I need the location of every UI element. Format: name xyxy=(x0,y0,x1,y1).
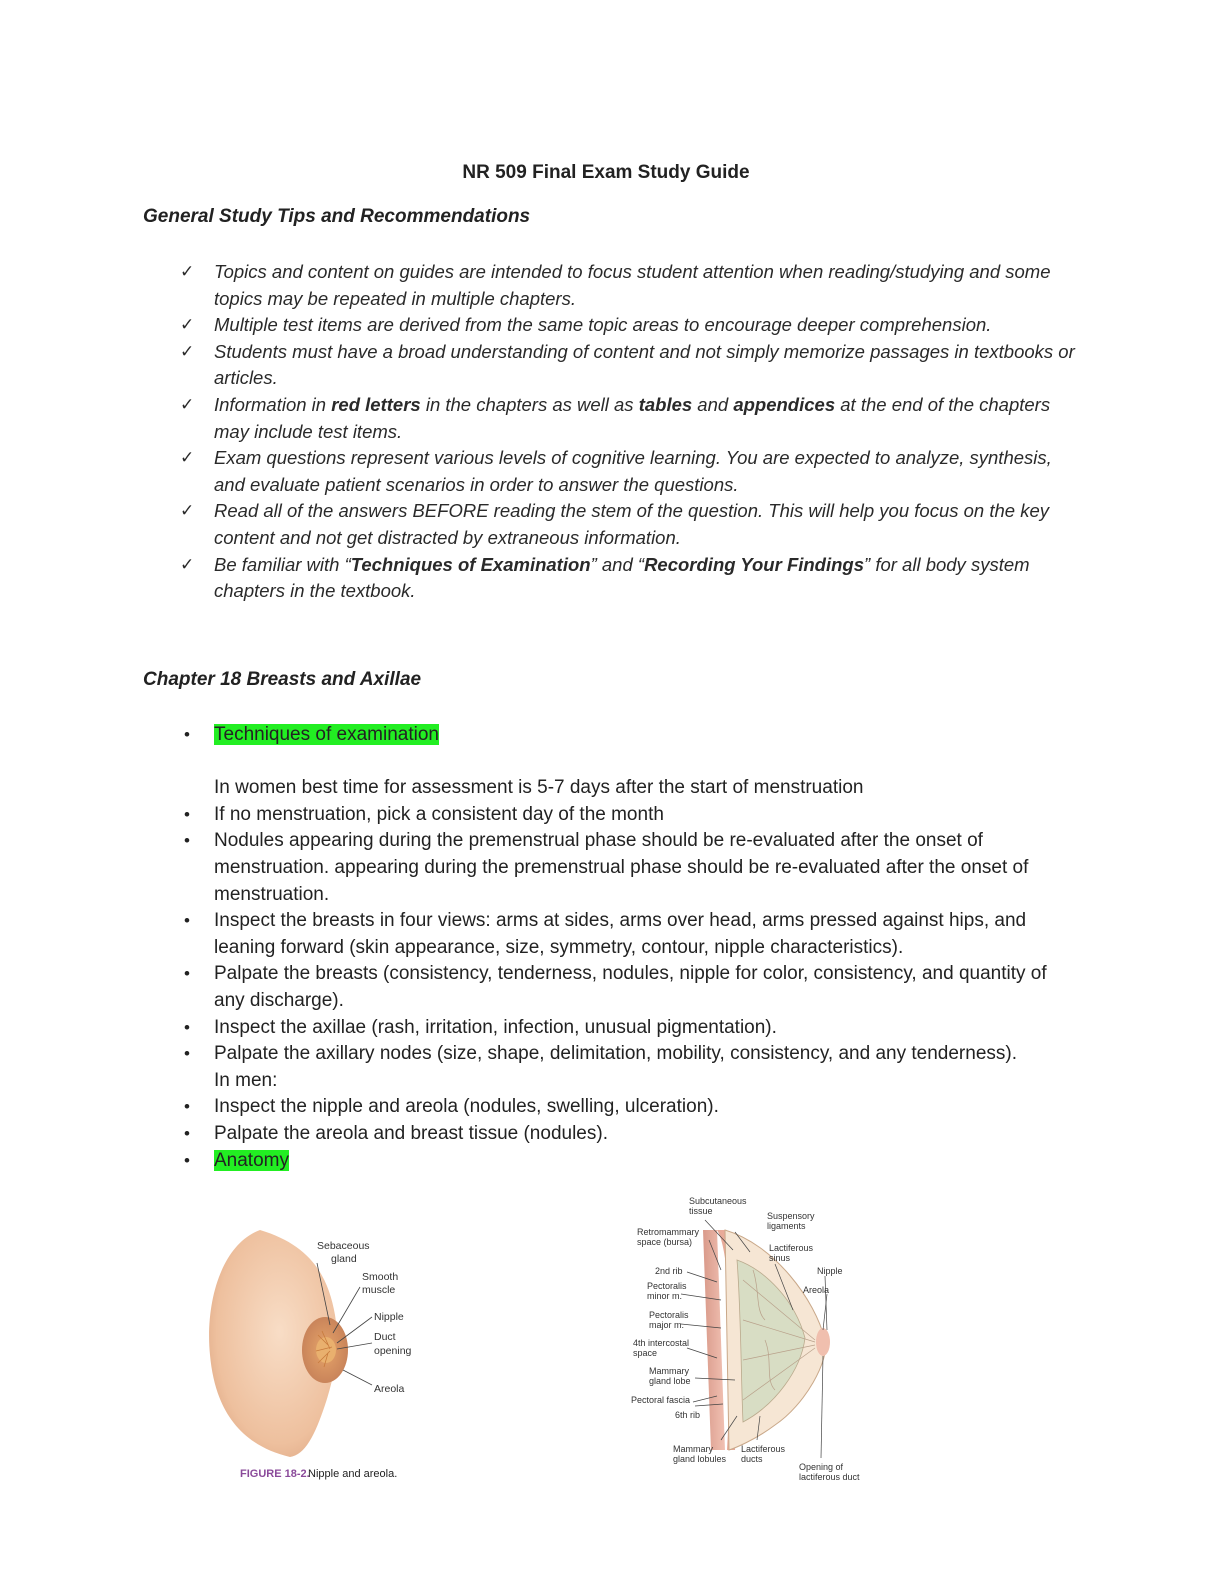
label-subcutaneous: Subcutaneous xyxy=(689,1196,747,1206)
bullet-icon: • xyxy=(184,725,190,744)
figure-caption-text: Nipple and areola. xyxy=(308,1468,398,1480)
list-item: • Inspect the axillae (rash, irritation, infection, unusual pigmentation). xyxy=(180,1015,1080,1042)
chapter-heading: Chapter 18 Breasts and Axillae xyxy=(143,669,422,690)
chapter-list xyxy=(180,722,1080,1174)
figure-nipple-areola xyxy=(200,1225,440,1485)
list-item: ✓ Be familiar with “Techniques of Examination” and “Recording Your Findings” for all body system chapters in the textbook. xyxy=(180,553,1030,602)
areola-shape xyxy=(816,1328,830,1356)
checkmark-icon: ✓ xyxy=(180,315,195,335)
bullet-icon: • xyxy=(184,804,190,824)
label-gland: gland xyxy=(331,1253,357,1265)
label-opening: opening xyxy=(374,1345,412,1357)
list-item: • Palpate the areola and breast tissue (nodules). xyxy=(180,1121,1080,1148)
label-lactiferous-ducts-1: Lactiferous xyxy=(741,1444,786,1454)
label-mammary-lobules-2: gland lobules xyxy=(673,1454,727,1464)
label-nipple: Nipple xyxy=(374,1311,404,1323)
label-2nd-rib: 2nd rib xyxy=(655,1266,683,1276)
label-pectoral-fascia: Pectoral fascia xyxy=(631,1395,691,1405)
label-duct: Duct xyxy=(374,1331,396,1343)
list-item: ✓ Information in red letters in the chapters as well as tables and appendices at the end of the chapters may include test items. xyxy=(180,393,1051,442)
label-lactiferous-sinus-2: sinus xyxy=(769,1253,791,1263)
label-ligaments: ligaments xyxy=(767,1221,806,1231)
list-item: • Palpate the axillary nodes (size, shape, delimitation, mobility, consistency, and any tenderness). xyxy=(180,1041,1080,1068)
label-sebaceous: Sebaceous xyxy=(317,1240,370,1252)
label-lactiferous-duct: lactiferous duct xyxy=(799,1472,860,1482)
women-intro: In women best time for assessment is 5-7 days after the start of menstruation xyxy=(214,777,864,799)
bullet-icon: • xyxy=(184,911,190,931)
label-6th-rib: 6th rib xyxy=(675,1410,701,1420)
label-pectoralis-minor-2: minor m. xyxy=(647,1291,683,1301)
list-item: • If no menstruation, pick a consistent day of the month xyxy=(180,802,1080,829)
label-space-bursa: space (bursa) xyxy=(637,1237,693,1247)
techniques-item xyxy=(180,722,1080,749)
list-item: • Nodules appearing during the premenstrual phase should be re-evaluated after the onset of menstruation. appearing during the premenstrual phase should be re-evaluated after the onset of menstruation. xyxy=(184,830,1029,905)
checkmark-icon: ✓ xyxy=(180,341,195,361)
label-tissue: tissue xyxy=(689,1206,713,1216)
men-intro: In men: xyxy=(214,1069,278,1091)
list-item: ✓ Read all of the answers BEFORE reading the stem of the question. This will help you focus on the key content and not get distracted by extraneous information. xyxy=(180,500,1049,548)
label-opening-of: Opening of xyxy=(799,1462,844,1472)
chest-wall xyxy=(703,1230,725,1450)
figure-caption-number: FIGURE 18-2. xyxy=(240,1468,310,1480)
figure-breast-cross-section xyxy=(625,1190,885,1490)
bullet-icon: • xyxy=(184,1044,190,1064)
label-nipple: Nipple xyxy=(817,1266,843,1276)
list-item: ✓ Multiple test items are derived from the same topic areas to encourage deeper comprehension. xyxy=(180,312,1080,339)
label-smooth: Smooth xyxy=(362,1271,399,1283)
bullet-icon: • xyxy=(184,1150,190,1170)
list-item: • Inspect the nipple and areola (nodules, swelling, ulceration). xyxy=(180,1094,1080,1121)
label-mammary-lobe-1: Mammary xyxy=(649,1366,689,1376)
label-pectoralis-minor-1: Pectoralis xyxy=(647,1281,687,1291)
label-space: space xyxy=(633,1348,658,1358)
checkmark-icon: ✓ xyxy=(180,394,195,414)
list-item: ✓ Topics and content on guides are intended to focus student attention when reading/studying and some topics may be repeated in multiple chapters. xyxy=(180,261,1051,309)
label-suspensory: Suspensory xyxy=(767,1211,815,1221)
tips-list xyxy=(180,259,1080,605)
anatomy-label: Anatomy xyxy=(214,1149,289,1171)
page-title: NR 509 Final Exam Study Guide xyxy=(462,162,750,183)
bullet-icon: • xyxy=(184,1017,190,1037)
bullet-icon: • xyxy=(184,1123,190,1143)
bullet-icon: • xyxy=(184,1097,190,1117)
checkmark-icon: ✓ xyxy=(180,501,195,521)
label-areola: Areola xyxy=(374,1383,405,1395)
checkmark-icon: ✓ xyxy=(180,262,195,281)
label-areola: Areola xyxy=(803,1285,830,1295)
checkmark-icon: ✓ xyxy=(180,448,195,468)
general-heading: General Study Tips and Recommendations xyxy=(143,206,531,227)
label-pectoralis-major-2: major m. xyxy=(649,1320,685,1330)
label-mammary-lobe-2: gland lobe xyxy=(649,1376,691,1386)
bullet-icon: • xyxy=(184,964,190,984)
label-lactiferous-sinus-1: Lactiferous xyxy=(769,1243,814,1253)
list-item: • Inspect the breasts in four views: arms at sides, arms over head, arms pressed against hips, and leaning forward (skin appearance, size, symmetry, contour, nipple characteristics). xyxy=(184,910,1027,958)
checkmark-icon: ✓ xyxy=(180,554,195,574)
list-item: ✓ Students must have a broad understanding of content and not simply memorize passages in textbooks or articles. xyxy=(180,340,1075,389)
bullet-icon: • xyxy=(184,831,190,851)
label-mammary-lobules-1: Mammary xyxy=(673,1444,713,1454)
label-muscle: muscle xyxy=(362,1284,396,1296)
list-item: • Palpate the breasts (consistency, tenderness, nodules, nipple for color, consistency, and quantity of any discharge). xyxy=(184,963,1047,1011)
label-pectoralis-major-1: Pectoralis xyxy=(649,1310,689,1320)
techniques-label: Techniques of examination xyxy=(214,724,439,745)
label-lactiferous-ducts-2: ducts xyxy=(741,1454,763,1464)
label-4th-intercostal: 4th intercostal xyxy=(633,1338,690,1348)
anatomy-item xyxy=(180,1148,1080,1175)
list-item: ✓ Exam questions represent various levels of cognitive learning. You are expected to analyze, synthesis, and evaluate patient scenarios in order to answer the questions. xyxy=(180,447,1052,495)
label-retromammary: Retromammary xyxy=(637,1227,700,1237)
